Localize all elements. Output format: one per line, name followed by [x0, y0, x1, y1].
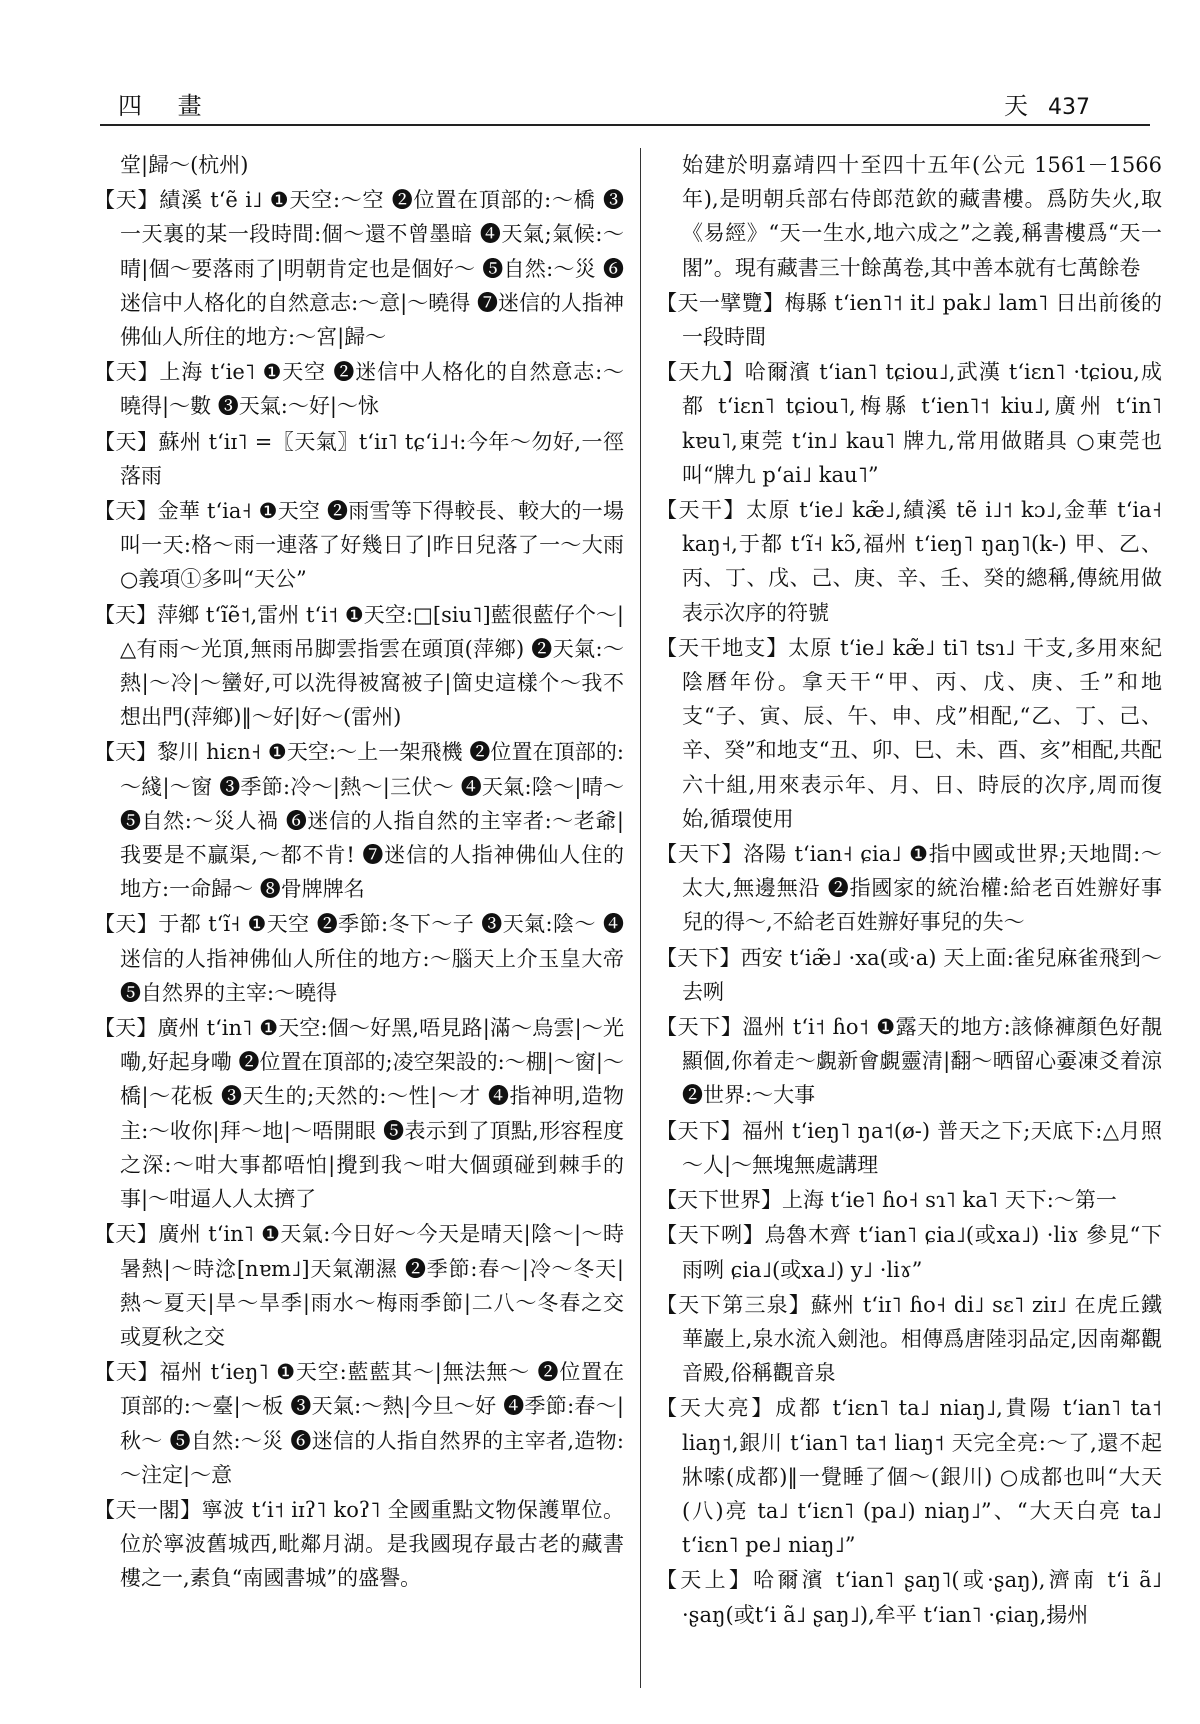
- page-number: 437: [1048, 95, 1090, 120]
- dictionary-entry: 【天上】哈爾濱 tʻian˥ ʂaŋ˥(或·ʂaŋ),濟南 tʻi ã˩ ·ʂaŋ(或tʻi ã˩ ʂaŋ˩),牟平 tʻian˥ ·ɕiaŋ,揚州: [656, 1568, 1162, 1627]
- dictionary-entry: 【天】上海 tʻie˥ ❶天空 ❷迷信中人格化的自然意志:～曉得|～數 ❸天氣:～好|～怺: [94, 360, 624, 419]
- header-character: 天: [1004, 92, 1028, 120]
- header-right: [1004, 86, 1090, 121]
- column-divider: [640, 148, 641, 1688]
- dictionary-entry: 【天】萍鄉 tʻĩẽ˦,雷州 tʻi˦ ❶天空:□[siu˥]藍很藍仔个～|△有雨～光頂,無雨吊脚雲指雲在頭頂(萍鄉) ❷天氣:～熱|～冷|～蠻好,可以洗得被窩被子|箇史這樣个～我不想出門(萍鄉)‖～好|好～(雷州): [94, 602, 624, 730]
- dictionary-entry: 【天大亮】成都 tʻiɛn˥ ta˩ niaŋ˩,貴陽 tʻian˥ ta˦ liaŋ˦,銀川 tʻian˥ ta˦ liaŋ˦ 天完全亮:～了,還不起牀嗦(成都)‖一覺睡了個～(銀川) ○成都也叫“大天(八)亮 ta˩ tʻiɛn˥ (pa˩) niaŋ˩”、“大天白亮 ta˩ tʻiɛn˥ pe˩ niaŋ˩”: [656, 1396, 1162, 1558]
- dictionary-entry: 堂|歸～(杭州): [120, 153, 249, 177]
- dictionary-entry: 【天下第三泉】蘇州 tʻiɪ˥ ɦo˧ di˩ sɛ˥ ziɪ˩ 在虎丘鐵華巖上,泉水流入劍池。相傳爲唐陸羽品定,因南鄰觀音殿,俗稱觀音泉: [656, 1292, 1162, 1386]
- dictionary-entry: 【天】績溪 tʻẽ i˩ ❶天空:～空 ❷位置在頂部的:～橋 ❸一天裏的某一段時間:個～還不曾墨暗 ❹天氣;氣候:～晴|個～要落雨了|明朝肯定也是個好～ ❺自然:～災 ❻迷信中人格化的自然意志:～意|～曉得 ❼迷信的人指神佛仙人所住的地方:～宮|歸～: [94, 188, 624, 350]
- left-column: [94, 148, 624, 1597]
- dictionary-entry: 【天一閣】寧波 tʻi˦ iɪʔ˥ koʔ˥ 全國重點文物保護單位。位於寧波舊城西,毗鄰月湖。是我國現存最古老的藏書樓之一,素負“南國書城”的盛譽。: [94, 1497, 624, 1591]
- dictionary-entry: 【天下世界】上海 tʻie˥ ɦo˧ sɿ˥ ka˥ 天下:～第一: [656, 1188, 1117, 1213]
- dictionary-entry: 【天九】哈爾濱 tʻian˥ tɕiou˩,武漢 tʻiɛn˥ ·tɕiou,成都 tʻiɛn˥ tɕiou˥,梅縣 tʻien˥˦ kiu˩,廣州 tʻin˥ kɐu˥,東莞 tʻin˩ kau˥ 牌九,常用做賭具 ○東莞也叫“牌九 pʻai˩ kau˥”: [656, 360, 1162, 487]
- dictionary-entry: 【天下】洛陽 tʻian˧ ɕia˩ ❶指中國或世界;天地間:～太大,無邊無沿 ❷指國家的統治權:給老百姓辦好事兒的得～,不給老百姓辦好事兒的失～: [656, 842, 1162, 935]
- dictionary-entry: 【天干】太原 tʻie˩ kæ̃˩,績溪 tẽ i˩˦ kɔ˩,金華 tʻia˧ kaŋ˧,于都 tʻĩ˧ kɔ̃,福州 tʻieŋ˥ ŋaŋ˥(k-) 甲、乙、丙、丁、戊、己、庚、辛、壬、癸的總稱,傳統用做表示次序的符號: [656, 498, 1162, 625]
- section-label: 四 畫: [118, 92, 216, 120]
- dictionary-entry: 【天下】西安 tʻiæ̃˩ ·xa(或·a) 天上面:雀兒麻雀飛到～去咧: [656, 945, 1162, 1004]
- dictionary-entry: 【天干地支】太原 tʻie˩ kæ̃˩ ti˥ tsɿ˩ 干支,多用來紀陰曆年份。拿天干“甲、丙、戊、庚、壬”和地支“子、寅、辰、午、申、戌”相配,“乙、丁、己、辛、癸”和地支“丑、卯、巳、未、酉、亥”相配,共配六十組,用來表示年、月、日、時辰的次序,周而復始,循環使用: [656, 635, 1162, 831]
- dictionary-entry: 【天】黎川 hiɛn˧ ❶天空:～上一架飛機 ❷位置在頂部的:～綫|～窗 ❸季節:冷～|熱～|三伏～ ❹天氣:陰～|晴～ ❺自然:～災人禍 ❻迷信的人指自然的主宰者:～老爺|我要是不贏渠,～都不肯! ❼迷信的人指神佛仙人住的地方:一命歸～ ❽骨牌牌名: [94, 740, 624, 902]
- running-header: [110, 86, 1090, 120]
- right-column: [656, 148, 1162, 1633]
- dictionary-entry: 【天】廣州 tʻin˥ ❶天空:個～好黑,唔見路|滿～烏雲|～光嘞,好起身嘞 ❷位置在頂部的;凌空架設的:～棚|～窗|～橋|～花板 ❸天生的;天然的:～性|～才 ❹指神明,造物主:～收你|拜～地|～唔開眼 ❺表示到了頂點,形容程度之深:～咁大事都唔怕|攪到我～咁大個頭碰到棘手的事|～咁逼人人太擠了: [94, 1016, 624, 1212]
- dictionary-entry: 【天】廣州 tʻin˥ ❶天氣:今日好～今天是晴天|陰～|～時暑熱|～時淰[nɐm˩]天氣潮濕 ❷季節:春～|冷～冬天|熱～夏天|旱～旱季|雨水～梅雨季節|二八～冬春之交或夏秋之交: [94, 1222, 624, 1349]
- dictionary-entry: 【天下】溫州 tʻi˦ ɦo˦ ❶露天的地方:該條褲顏色好靚顯個,你着走～覷新會覷靈清|翻～晒留心嫑凍爻着涼 ❷世界:～大事: [656, 1015, 1162, 1108]
- header-rule: [100, 124, 1150, 126]
- dictionary-entry: 【天】金華 tʻia˧ ❶天空 ❷雨雪等下得較長、較大的一場叫一天:格～雨一連落了好幾日了|昨日兒落了一～大雨 ○義項①多叫“天公”: [94, 499, 624, 592]
- dictionary-entry: 【天】于都 tʻĩ˧ ❶天空 ❷季節:冬下～子 ❸天氣:陰～ ❹迷信的人指神佛仙人所住的地方:～腦天上介玉皇大帝 ❺自然界的主宰:～曉得: [94, 912, 624, 1005]
- dictionary-entry: 【天一擘覽】梅縣 tʻien˥˦ it˩ pak˩ lam˥ 日出前後的一段時間: [656, 290, 1162, 350]
- dictionary-entry: 始建於明嘉靖四十至四十五年(公元 1561－1566年),是明朝兵部右侍郎范欽的藏書樓。爲防失火,取《易經》“天一生水,地六成之”之義,稱書樓爲“天一閣”。現有藏書三十餘萬卷,其中善本就有七萬餘卷: [682, 153, 1162, 280]
- dictionary-entry: 【天下】福州 tʻieŋ˥ ŋa˦(ø-) 普天之下;天底下:△月照～人|～無塊無處講理: [656, 1118, 1162, 1177]
- dictionary-entry: 【天下咧】烏魯木齊 tʻian˥ ɕia˩(或xa˩) ·liɤ 參見“下雨咧 ɕia˩(或xa˩) y˩ ·liɤ”: [656, 1223, 1162, 1282]
- dictionary-entry: 【天】福州 tʻieŋ˥ ❶天空:藍藍其～|無法無～ ❷位置在頂部的:～臺|～板 ❸天氣:～熱|今旦～好 ❹季節:春～|秋～ ❺自然:～災 ❻迷信的人指自然界的主宰者,造物:～注定|～意: [94, 1360, 624, 1487]
- dictionary-entry: 【天】蘇州 tʻiɪ˥ =〖天氣〗tʻiɪ˥ tɕʻi˩˧:今年～勿好,一徑落雨: [94, 429, 624, 488]
